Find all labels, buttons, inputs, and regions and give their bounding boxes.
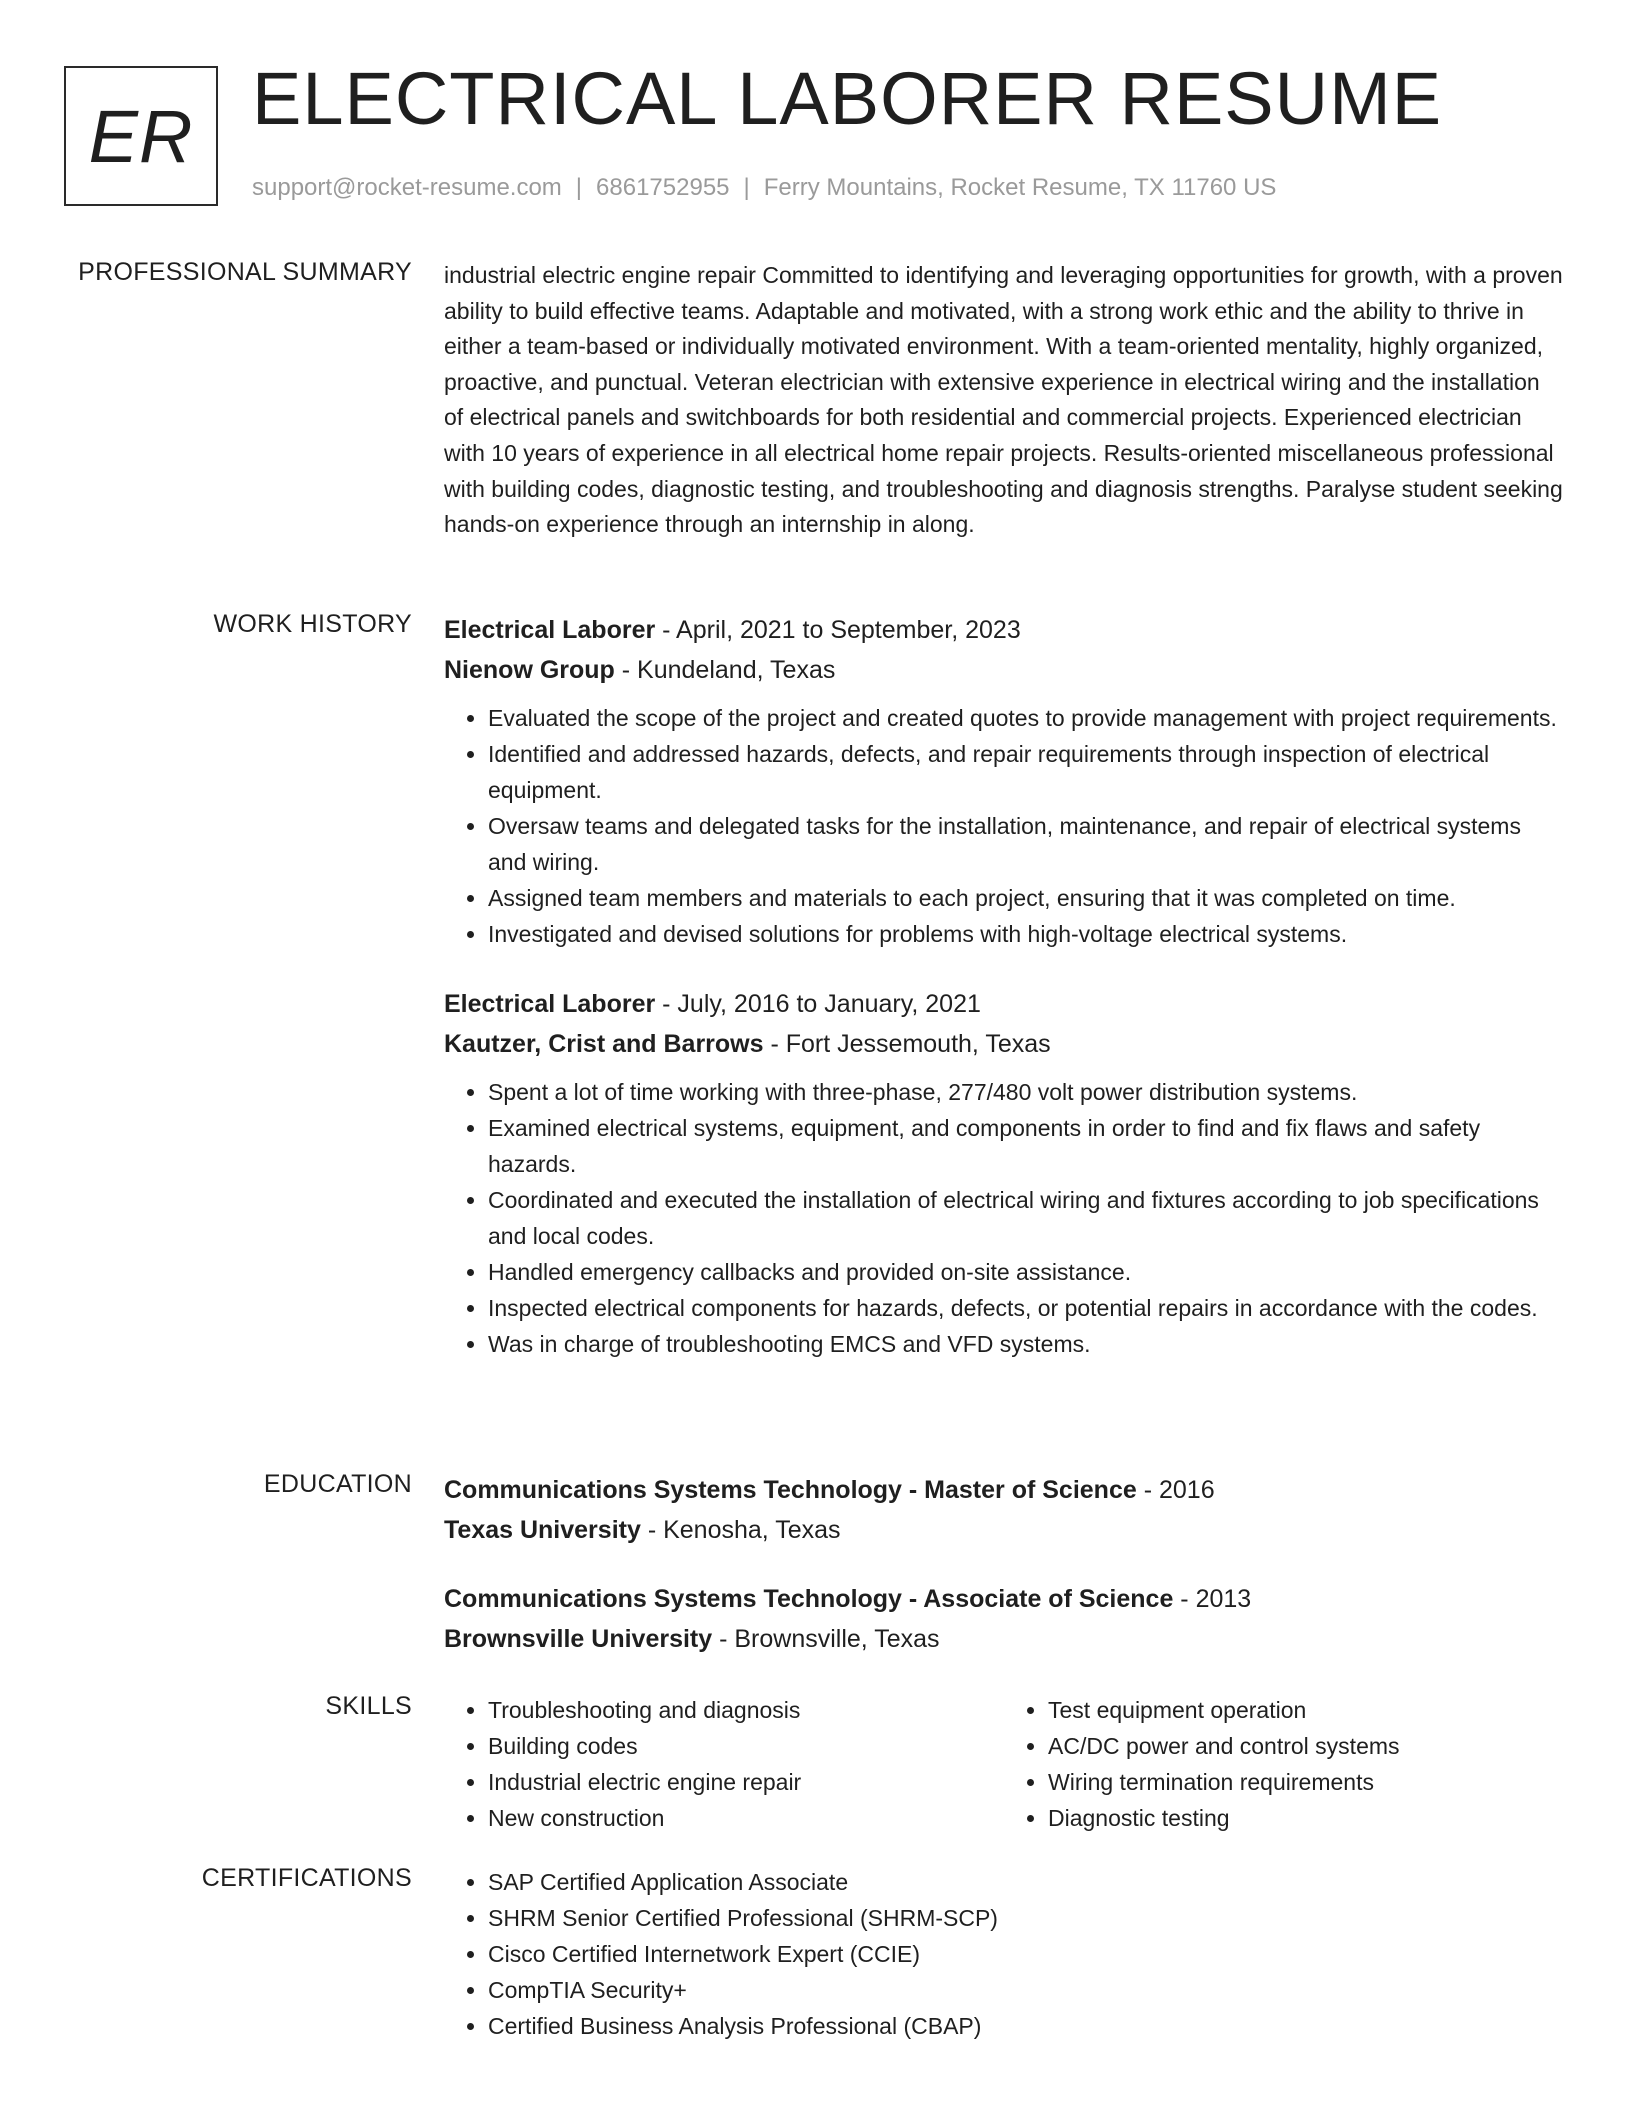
monogram-logo: ER: [64, 66, 218, 206]
job-bullet: • Spent a lot of time working with three-phase, 277/480 volt power distribution systems.: [488, 1074, 1564, 1110]
job-company: Nienow Group: [444, 656, 615, 684]
education-location: - Kenosha, Texas: [640, 1516, 841, 1544]
job-company: Kautzer, Crist and Barrows: [444, 1030, 764, 1058]
skills-body: [444, 1692, 1564, 1836]
job-title: Electrical Laborer: [444, 990, 656, 1018]
job-bullet: • Assigned team members and materials to each project, ensuring that it was completed on time.: [488, 880, 1564, 916]
education-entry: [444, 1579, 1564, 1659]
summary-text: industrial electric engine repair Committed to identifying and leveraging opportunities for growth, with a proven ability to build effective teams. Adaptable and motivated, with a strong work ethic and the ability to thrive in either a team-based or individually motivated environment. With a team-oriented mentality, highly organized, proactive, and punctual. Veteran electrician with extensive experience in electrical wiring and the installation of electrical panels and switchboards for both residential and commercial projects. Experienced electrician with 10 years of experience in all electrical home repair projects. Results-oriented miscellaneous professional with building codes, diagnostic testing, and troubleshooting and diagnosis strengths. Paralyse student seeking hands-on experience through an internship in along.: [444, 262, 1563, 538]
contact-email[interactable]: support@rocket-resume.com: [252, 174, 562, 201]
education-year: - 2016: [1136, 1476, 1215, 1504]
job-company-line: [444, 1024, 1564, 1064]
education-degree-line: [444, 1579, 1564, 1619]
contact-separator: |: [743, 174, 750, 201]
certification-item: • SAP Certified Application Associate: [488, 1864, 1564, 1900]
job-bullet: • Oversaw teams and delegated tasks for the installation, maintenance, and repair of electrical systems and wiring.: [488, 808, 1564, 880]
job-company-line: [444, 650, 1564, 690]
skills-grid: [444, 1692, 1564, 1836]
certification-item: • Certified Business Analysis Professional (CBAP): [488, 2008, 1564, 2044]
job-bullet: • Was in charge of troubleshooting EMCS and VFD systems.: [488, 1326, 1564, 1362]
job-entry: [444, 610, 1564, 952]
education-year: - 2013: [1173, 1585, 1252, 1613]
job-bullet: • Inspected electrical components for hazards, defects, or potential repairs in accordance with the codes.: [488, 1290, 1564, 1326]
job-bullet: • Handled emergency callbacks and provided on-site assistance.: [488, 1254, 1564, 1290]
section-label-summary: PROFESSIONAL SUMMARY: [78, 258, 412, 286]
education-location: - Brownsville, Texas: [712, 1625, 940, 1653]
job-title-line: [444, 610, 1564, 650]
contact-phone[interactable]: 6861752955: [596, 174, 730, 201]
skill-item: • AC/DC power and control systems: [1048, 1728, 1564, 1764]
certification-item: • CompTIA Security+: [488, 1972, 1564, 2008]
certifications-list: [444, 1864, 1564, 2044]
job-bullet: • Examined electrical systems, equipment, and components in order to find and fix flaws and safety hazards.: [488, 1110, 1564, 1182]
certification-item: • SHRM Senior Certified Professional (SHRM-SCP): [488, 1900, 1564, 1936]
section-label-skills: SKILLS: [325, 1692, 412, 1720]
skills-list-right: [1004, 1692, 1564, 1836]
job-bullet: • Evaluated the scope of the project and created quotes to provide management with project requirements.: [488, 700, 1564, 736]
skills-list-left: [444, 1692, 1004, 1836]
education-body: [444, 1470, 1564, 1659]
job-entry: [444, 984, 1564, 1362]
job-title: Electrical Laborer: [444, 616, 656, 644]
job-bullet-list: [444, 700, 1564, 952]
job-bullet: • Coordinated and executed the installation of electrical wiring and fixtures according to job specifications and local codes.: [488, 1182, 1564, 1254]
summary-body: [444, 258, 1564, 543]
job-location: - Kundeland, Texas: [614, 656, 836, 684]
education-school-line: [444, 1510, 1564, 1550]
skill-item: • New construction: [488, 1800, 1004, 1836]
education-school-line: [444, 1619, 1564, 1659]
education-degree-line: [444, 1470, 1564, 1510]
skill-item: • Diagnostic testing: [1048, 1800, 1564, 1836]
section-label-work-history: WORK HISTORY: [213, 610, 412, 638]
skill-item: • Test equipment operation: [1048, 1692, 1564, 1728]
skill-item: • Building codes: [488, 1728, 1004, 1764]
education-entry: [444, 1470, 1564, 1550]
contact-line: [252, 174, 1276, 202]
job-dates: - April, 2021 to September, 2023: [655, 616, 1021, 644]
education-school: Brownsville University: [444, 1625, 713, 1653]
education-degree: Communications Systems Technology - Associate of Science: [444, 1585, 1174, 1613]
skill-item: • Wiring termination requirements: [1048, 1764, 1564, 1800]
section-label-certifications: CERTIFICATIONS: [201, 1864, 412, 1892]
job-bullet-list: [444, 1074, 1564, 1362]
resume-title: ELECTRICAL LABORER RESUME: [252, 57, 1443, 140]
skill-item: • Troubleshooting and diagnosis: [488, 1692, 1004, 1728]
contact-separator: |: [575, 174, 583, 201]
job-dates: - July, 2016 to January, 2021: [655, 990, 981, 1018]
work-history-body: [444, 610, 1564, 1362]
education-school: Texas University: [444, 1516, 641, 1544]
section-label-education: EDUCATION: [263, 1470, 412, 1498]
contact-address: Ferry Mountains, Rocket Resume, TX 11760 US: [763, 174, 1277, 201]
job-location: - Fort Jessemouth, Texas: [763, 1030, 1051, 1058]
certifications-body: [444, 1864, 1564, 2044]
job-title-line: [444, 984, 1564, 1024]
job-bullet: • Investigated and devised solutions for problems with high-voltage electrical systems.: [488, 916, 1564, 952]
education-degree: Communications Systems Technology - Master of Science: [444, 1476, 1137, 1504]
certification-item: • Cisco Certified Internetwork Expert (CCIE): [488, 1936, 1564, 1972]
job-bullet: • Identified and addressed hazards, defects, and repair requirements through inspection of electrical equipment.: [488, 736, 1564, 808]
skill-item: • Industrial electric engine repair: [488, 1764, 1004, 1800]
